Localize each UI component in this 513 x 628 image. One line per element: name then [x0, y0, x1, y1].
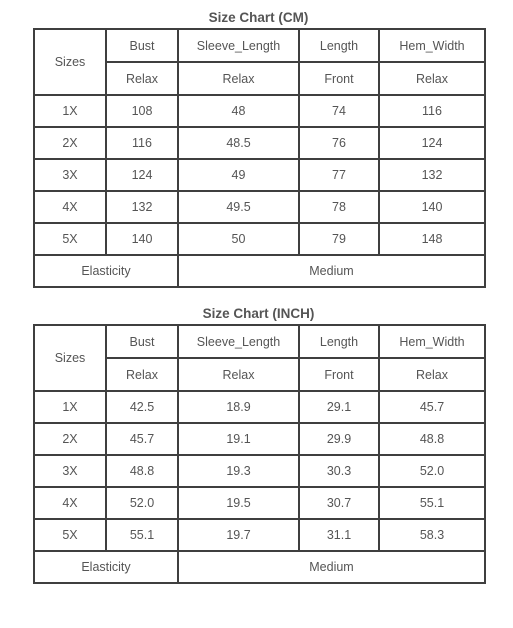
bust-cell: 42.5: [106, 391, 178, 423]
elasticity-label: Elasticity: [34, 255, 178, 287]
sizes-header: Sizes: [34, 29, 106, 95]
length-cell: 30.3: [299, 455, 379, 487]
sleeve-length-cell: 19.7: [178, 519, 299, 551]
header-row: [34, 29, 485, 62]
length-cell: 77: [299, 159, 379, 191]
size-cell: 2X: [34, 423, 106, 455]
sleeve-length-cell: 49.5: [178, 191, 299, 223]
size-chart-title: Size Chart (CM): [208, 10, 309, 25]
table-row: [34, 455, 485, 487]
length-cell: 29.1: [299, 391, 379, 423]
hem-width-subheader: Relax: [379, 62, 485, 95]
sleeve-length-cell: 19.3: [178, 455, 299, 487]
hem-width-cell: 124: [379, 127, 485, 159]
hem-width-cell: 55.1: [379, 487, 485, 519]
hem-width-cell: 116: [379, 95, 485, 127]
length-cell: 29.9: [299, 423, 379, 455]
bust-header: Bust: [106, 325, 178, 358]
bust-cell: 52.0: [106, 487, 178, 519]
size-cell: 3X: [34, 455, 106, 487]
size-cell: 3X: [34, 159, 106, 191]
table-row: [34, 191, 485, 223]
size-cell: 5X: [34, 223, 106, 255]
length-header: Length: [299, 29, 379, 62]
table-row: [34, 487, 485, 519]
hem-width-header: Hem_Width: [379, 325, 485, 358]
table-row: [34, 423, 485, 455]
size-cell: 5X: [34, 519, 106, 551]
footer-row: [34, 551, 485, 583]
hem-width-header: Hem_Width: [379, 29, 485, 62]
table-row: [34, 95, 485, 127]
hem-width-cell: 140: [379, 191, 485, 223]
length-cell: 30.7: [299, 487, 379, 519]
bust-header: Bust: [106, 29, 178, 62]
hem-width-cell: 132: [379, 159, 485, 191]
size-chart-inch: [33, 303, 484, 584]
length-cell: 79: [299, 223, 379, 255]
sleeve-length-cell: 18.9: [178, 391, 299, 423]
size-chart-title: Size Chart (INCH): [202, 306, 315, 321]
sleeve-length-cell: 48: [178, 95, 299, 127]
bust-cell: 132: [106, 191, 178, 223]
sleeve-length-subheader: Relax: [178, 62, 299, 95]
length-cell: 31.1: [299, 519, 379, 551]
sizes-header: Sizes: [34, 325, 106, 391]
size-chart-cm: [33, 7, 484, 288]
hem-width-cell: 48.8: [379, 423, 485, 455]
table-row: [34, 519, 485, 551]
bust-cell: 140: [106, 223, 178, 255]
bust-cell: 108: [106, 95, 178, 127]
sleeve-length-cell: 48.5: [178, 127, 299, 159]
hem-width-cell: 58.3: [379, 519, 485, 551]
bust-cell: 48.8: [106, 455, 178, 487]
sleeve-length-header: Sleeve_Length: [178, 29, 299, 62]
table-row: [34, 127, 485, 159]
size-cell: 4X: [34, 487, 106, 519]
sleeve-length-cell: 19.5: [178, 487, 299, 519]
elasticity-label: Elasticity: [34, 551, 178, 583]
sleeve-length-cell: 49: [178, 159, 299, 191]
length-header: Length: [299, 325, 379, 358]
bust-cell: 124: [106, 159, 178, 191]
elasticity-value: Medium: [178, 255, 485, 287]
length-subheader: Front: [299, 358, 379, 391]
bust-subheader: Relax: [106, 358, 178, 391]
length-cell: 74: [299, 95, 379, 127]
hem-width-subheader: Relax: [379, 358, 485, 391]
hem-width-cell: 52.0: [379, 455, 485, 487]
sleeve-length-cell: 50: [178, 223, 299, 255]
table-row: [34, 223, 485, 255]
size-cell: 2X: [34, 127, 106, 159]
sleeve-length-cell: 19.1: [178, 423, 299, 455]
bust-subheader: Relax: [106, 62, 178, 95]
size-table: [33, 28, 486, 288]
length-subheader: Front: [299, 62, 379, 95]
size-cell: 1X: [34, 95, 106, 127]
size-cell: 1X: [34, 391, 106, 423]
bust-cell: 55.1: [106, 519, 178, 551]
length-cell: 76: [299, 127, 379, 159]
sleeve-length-subheader: Relax: [178, 358, 299, 391]
size-cell: 4X: [34, 191, 106, 223]
sleeve-length-header: Sleeve_Length: [178, 325, 299, 358]
elasticity-value: Medium: [178, 551, 485, 583]
hem-width-cell: 45.7: [379, 391, 485, 423]
hem-width-cell: 148: [379, 223, 485, 255]
length-cell: 78: [299, 191, 379, 223]
bust-cell: 45.7: [106, 423, 178, 455]
size-table: [33, 324, 486, 584]
table-row: [34, 391, 485, 423]
footer-row: [34, 255, 485, 287]
bust-cell: 116: [106, 127, 178, 159]
table-row: [34, 159, 485, 191]
header-row: [34, 325, 485, 358]
